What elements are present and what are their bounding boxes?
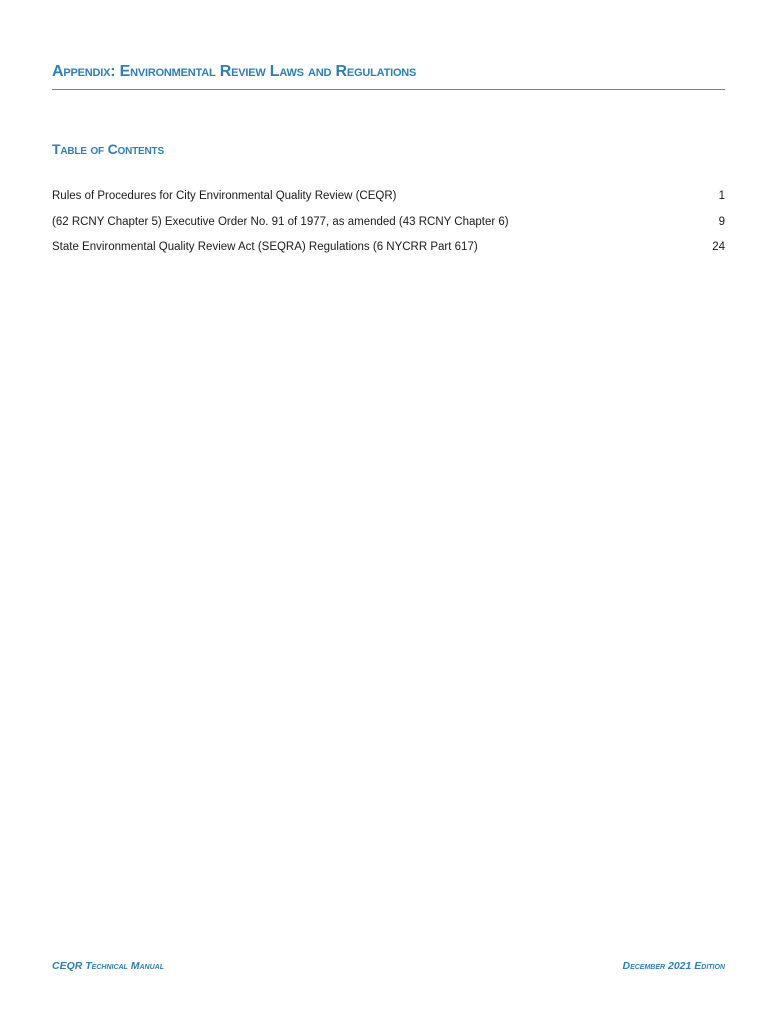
toc-entry-title[interactable]: State Environmental Quality Review Act (SEQRA) Regulations (6 NYCRR Part 617) xyxy=(52,241,478,253)
table-of-contents xyxy=(52,190,725,267)
toc-entry-page[interactable]: 24 xyxy=(712,241,725,253)
toc-entry-seqra-regulations[interactable] xyxy=(52,241,725,267)
footer-manual-name: CEQR Technical Manual xyxy=(52,960,164,972)
toc-entry-page[interactable]: 1 xyxy=(718,190,725,202)
toc-entry-ceqr-rules[interactable] xyxy=(52,190,725,216)
toc-entry-title[interactable]: (62 RCNY Chapter 5) Executive Order No. 91 of 1977, as amended (43 RCNY Chapter 6) xyxy=(52,216,509,228)
footer-edition: December 2021 Edition xyxy=(622,960,725,972)
toc-heading: Table of Contents xyxy=(52,141,164,157)
toc-entry-title[interactable]: Rules of Procedures for City Environmental Quality Review (CEQR) xyxy=(52,190,397,202)
title-divider xyxy=(52,89,725,90)
toc-entry-executive-order[interactable] xyxy=(52,216,725,241)
toc-entry-page[interactable]: 9 xyxy=(718,216,725,228)
page-title: Appendix: Environmental Review Laws and Regulations xyxy=(52,63,417,80)
